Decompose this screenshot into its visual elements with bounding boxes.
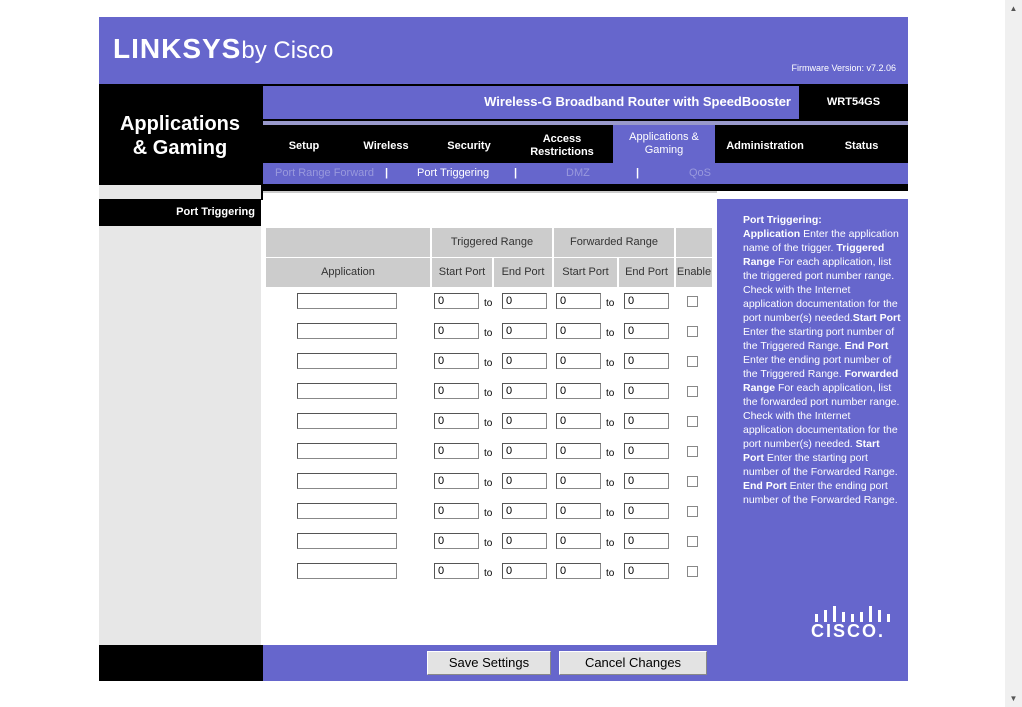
forwarded-end-port-input[interactable]: 0: [624, 323, 669, 339]
to-label: to: [484, 568, 493, 579]
help-title: Port Triggering:: [743, 214, 822, 226]
left-heading-label: Port Triggering: [176, 206, 255, 218]
subnav-separator: |: [636, 167, 640, 179]
subtab-dmz[interactable]: DMZ: [566, 167, 590, 179]
triggered-end-port-input[interactable]: 0: [502, 353, 547, 369]
forwarded-end-port-input[interactable]: 0: [624, 413, 669, 429]
help-text-triggered: For each application, list the triggered port number range. Check with the Internet application documentation for the port number(s) needed.: [743, 256, 898, 324]
to-label: to: [484, 418, 493, 429]
subtab-port-range-forward[interactable]: Port Range Forward: [275, 167, 375, 179]
to-label: to: [484, 538, 493, 549]
help-text-end: Enter the ending port number of the Triggered Range.: [743, 354, 892, 380]
forwarded-start-port-input[interactable]: 0: [556, 323, 601, 339]
enable-checkbox[interactable]: [687, 566, 698, 577]
section-title-line1: Applications: [119, 113, 240, 135]
forwarded-end-port-input[interactable]: 0: [624, 353, 669, 369]
tab-wireless[interactable]: Wireless: [363, 139, 409, 152]
tab-status[interactable]: Status: [844, 139, 879, 152]
scrollbar[interactable]: [1005, 0, 1022, 707]
logo-brand: LINKSYS: [113, 33, 242, 64]
enable-checkbox[interactable]: [687, 416, 698, 427]
help-spacer: [717, 191, 908, 199]
triggered-start-port-input[interactable]: 0: [434, 383, 479, 399]
application-input[interactable]: [297, 443, 397, 459]
triggered-end-port-input[interactable]: 0: [502, 413, 547, 429]
enable-checkbox[interactable]: [687, 326, 698, 337]
tab-setup[interactable]: Setup: [288, 139, 320, 152]
forwarded-start-port-input[interactable]: 0: [556, 443, 601, 459]
forwarded-start-port-input[interactable]: 0: [556, 533, 601, 549]
forwarded-end-port-input[interactable]: 0: [624, 563, 669, 579]
linksys-logo: [113, 33, 333, 65]
to-label: to: [606, 448, 615, 459]
triggered-end-port-input[interactable]: 0: [502, 503, 547, 519]
enable-checkbox[interactable]: [687, 296, 698, 307]
forwarded-start-port-input[interactable]: 0: [556, 563, 601, 579]
triggered-end-port-input[interactable]: 0: [502, 533, 547, 549]
divider: [263, 121, 908, 125]
triggered-end-port-input[interactable]: 0: [502, 563, 547, 579]
help-term-end: End Port: [844, 340, 889, 352]
help-term-triggered: Triggered Range: [743, 242, 885, 268]
forwarded-end-port-input[interactable]: 0: [624, 293, 669, 309]
to-label: to: [484, 448, 493, 459]
router-page: [99, 17, 908, 681]
to-label: to: [484, 358, 493, 369]
help-text-forwarded: For each application, list the forwarded port number range. Check with the Internet application documentation for the port number(s) needed.: [743, 382, 900, 450]
help-term-start: Start Port: [852, 312, 901, 324]
logo-suffix: by Cisco: [241, 37, 334, 64]
triggered-start-port-input[interactable]: 0: [434, 443, 479, 459]
triggered-start-port-input[interactable]: 0: [434, 293, 479, 309]
subtab-port-triggering[interactable]: Port Triggering: [417, 167, 490, 179]
product-name: Wireless-G Broadband Router with SpeedBooster: [484, 94, 791, 109]
forwarded-start-port-input[interactable]: 0: [556, 413, 601, 429]
subnav-separator: |: [385, 167, 389, 179]
triggered-end-port-input[interactable]: 0: [502, 293, 547, 309]
triggered-start-port-input[interactable]: 0: [434, 353, 479, 369]
help-term-end2: End Port: [743, 480, 787, 492]
forwarded-start-port-input[interactable]: 0: [556, 503, 601, 519]
application-input[interactable]: [297, 323, 397, 339]
help-text: [743, 213, 903, 507]
to-label: to: [606, 358, 615, 369]
enable-checkbox[interactable]: [687, 536, 698, 547]
triggered-end-port-input[interactable]: 0: [502, 473, 547, 489]
application-input[interactable]: [297, 353, 397, 369]
application-input[interactable]: [297, 293, 397, 309]
col-trig-start: Start Port: [432, 258, 492, 287]
left-column: [99, 185, 261, 645]
col-fwd-start: Start Port: [554, 258, 617, 287]
help-text-start: Enter the starting port number of the Triggered Range.: [743, 326, 895, 352]
triggered-end-port-input[interactable]: 0: [502, 383, 547, 399]
enable-checkbox[interactable]: [687, 476, 698, 487]
header-forwarded-range: Forwarded Range: [554, 228, 674, 257]
enable-checkbox[interactable]: [687, 386, 698, 397]
help-text-application: Enter the application name of the trigger.: [743, 228, 899, 254]
help-term-forwarded: Forwarded Range: [743, 368, 899, 394]
scroll-down-icon[interactable]: ▼: [1009, 694, 1018, 703]
col-fwd-end: End Port: [619, 258, 674, 287]
to-label: to: [606, 508, 615, 519]
model-name: WRT54GS: [799, 86, 908, 119]
forwarded-end-port-input[interactable]: 0: [624, 533, 669, 549]
forwarded-start-port-input[interactable]: 0: [556, 383, 601, 399]
help-term-application: Application: [743, 228, 801, 240]
to-label: to: [606, 388, 615, 399]
to-label: to: [484, 388, 493, 399]
cisco-bars-icon: [813, 606, 891, 622]
application-input[interactable]: [297, 503, 397, 519]
application-input[interactable]: [297, 413, 397, 429]
tab-security[interactable]: Security: [447, 139, 491, 152]
help-text-end2: Enter the ending port number of the Forwarded Range.: [743, 480, 898, 506]
col-trig-end: End Port: [494, 258, 552, 287]
to-label: to: [606, 478, 615, 489]
firmware-version: Firmware Version: v7.2.06: [791, 63, 896, 73]
to-label: to: [606, 538, 615, 549]
application-input[interactable]: [297, 533, 397, 549]
triggered-end-port-input[interactable]: 0: [502, 323, 547, 339]
col-application: Application: [266, 258, 430, 287]
col-enable: Enable: [676, 258, 712, 287]
to-label: to: [606, 298, 615, 309]
triggered-start-port-input[interactable]: 0: [434, 533, 479, 549]
section-title: [99, 112, 261, 160]
save-settings-button[interactable]: Save Settings: [427, 651, 551, 675]
to-label: to: [484, 508, 493, 519]
enable-checkbox[interactable]: [687, 506, 698, 517]
header-triggered-range: Triggered Range: [432, 228, 552, 257]
section-title-line2: & Gaming: [132, 137, 228, 159]
left-heading: [99, 199, 261, 226]
to-label: to: [484, 298, 493, 309]
forwarded-start-port-input[interactable]: 0: [556, 293, 601, 309]
triggered-start-port-input[interactable]: 0: [434, 413, 479, 429]
cancel-changes-button[interactable]: Cancel Changes: [559, 651, 707, 675]
tab-administration[interactable]: Administration: [726, 139, 804, 152]
cisco-logo: CISCO.: [811, 621, 886, 641]
subnav-separator: |: [514, 167, 518, 179]
help-text-start2: Enter the starting port number of the Forwarded Range.: [743, 452, 898, 478]
header-blank: [266, 228, 430, 257]
header-blank: [676, 228, 712, 257]
application-input[interactable]: [297, 383, 397, 399]
forwarded-end-port-input[interactable]: 0: [624, 383, 669, 399]
triggered-start-port-input[interactable]: 0: [434, 503, 479, 519]
subtab-qos[interactable]: QoS: [689, 167, 712, 179]
tab-access-restrictions[interactable]: Access Restrictions: [530, 133, 594, 158]
help-term-start2: Start Port: [743, 438, 880, 464]
scroll-up-icon[interactable]: ▲: [1009, 4, 1018, 13]
to-label: to: [484, 478, 493, 489]
forwarded-start-port-input[interactable]: 0: [556, 473, 601, 489]
triggered-end-port-input[interactable]: 0: [502, 443, 547, 459]
enable-checkbox[interactable]: [687, 356, 698, 367]
to-label: to: [606, 328, 615, 339]
to-label: to: [606, 418, 615, 429]
forwarded-start-port-input[interactable]: 0: [556, 353, 601, 369]
footer-left: [99, 645, 263, 681]
triggered-start-port-input[interactable]: 0: [434, 473, 479, 489]
forwarded-end-port-input[interactable]: 0: [624, 473, 669, 489]
triggered-start-port-input[interactable]: 0: [434, 323, 479, 339]
application-input[interactable]: [297, 563, 397, 579]
to-label: to: [484, 328, 493, 339]
enable-checkbox[interactable]: [687, 446, 698, 457]
to-label: to: [606, 568, 615, 579]
forwarded-end-port-input[interactable]: 0: [624, 443, 669, 459]
forwarded-end-port-input[interactable]: 0: [624, 503, 669, 519]
application-input[interactable]: [297, 473, 397, 489]
triggered-start-port-input[interactable]: 0: [434, 563, 479, 579]
tab-applications-gaming[interactable]: Applications & Gaming: [613, 125, 715, 163]
